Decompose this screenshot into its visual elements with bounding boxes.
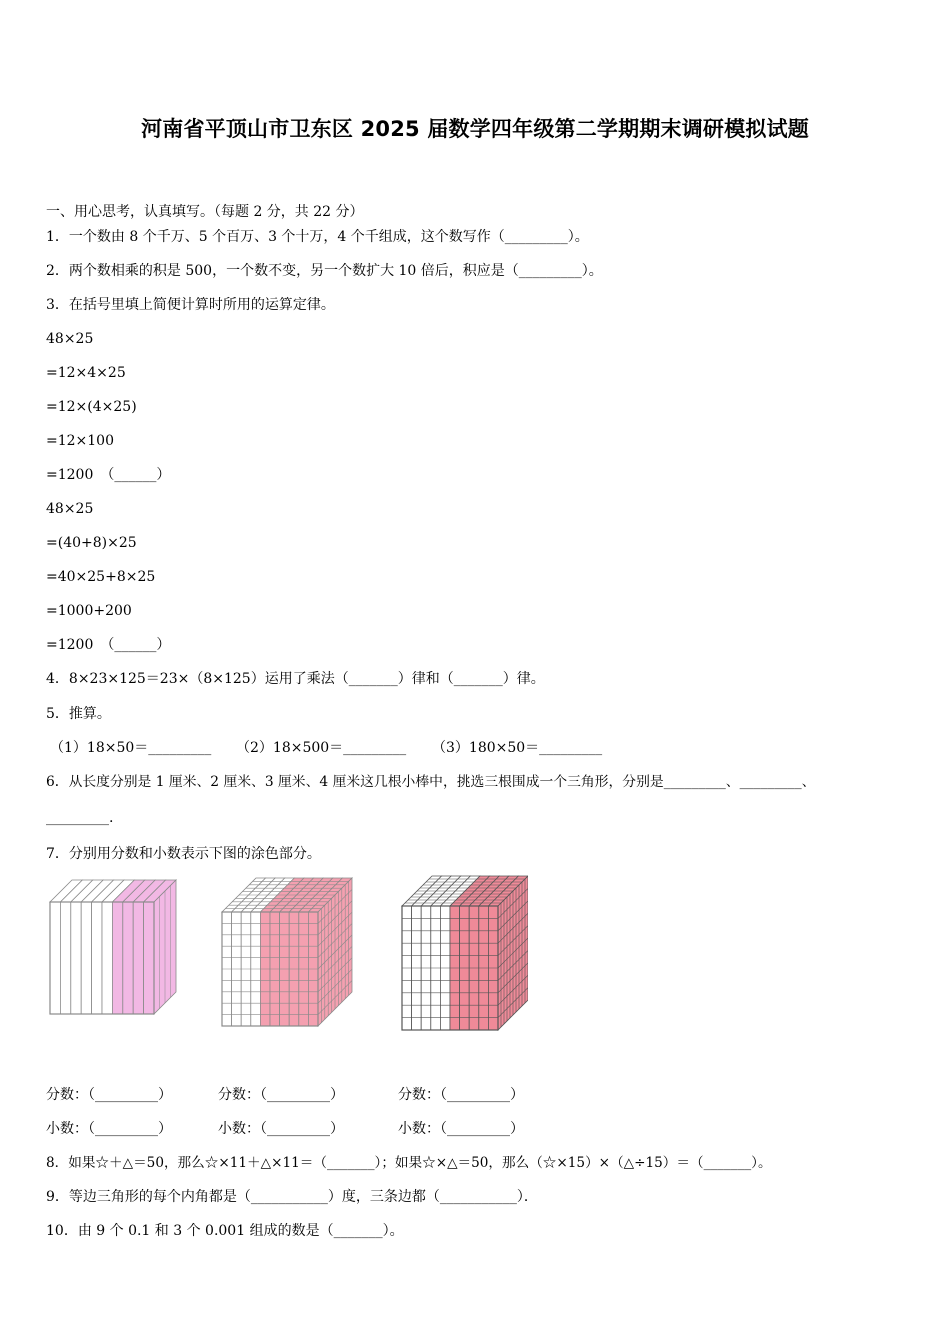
front-column	[102, 902, 112, 1014]
q7-decimal-3: 小数：（_________）	[398, 1121, 524, 1137]
q5-item: （3）180×50＝_________	[432, 740, 603, 756]
question-5: 5．推算。	[46, 706, 111, 722]
question-3: 3．在括号里填上简便计算时所用的运算定律。	[46, 297, 335, 313]
front-column	[112, 902, 122, 1014]
q3-step: =1200 （______）	[46, 467, 171, 483]
q3-step: =12×4×25	[46, 365, 126, 381]
q3-step: =(40+8)×25	[46, 535, 137, 551]
figure-cube-a	[218, 874, 358, 1036]
q3-step: =1000+200	[46, 603, 132, 619]
figure-cube-b	[398, 872, 528, 1036]
q7-fraction-1: 分数：（_________）	[46, 1087, 172, 1103]
q3-step: =12×100	[46, 433, 114, 449]
front-column	[144, 902, 154, 1014]
question-7: 7．分别用分数和小数表示下图的涂色部分。	[46, 846, 321, 862]
q5-item: （1）18×50＝_________	[50, 740, 212, 756]
q7-fraction-2: 分数：（_________）	[218, 1087, 344, 1103]
front-column	[81, 902, 91, 1014]
front-column	[123, 902, 133, 1014]
front-column	[71, 902, 81, 1014]
question-6: 6．从长度分别是 1 厘米、2 厘米、3 厘米、4 厘米这几根小棒中，挑选三根围成一个三角形，分别是_________、_________、	[46, 774, 816, 790]
front-column	[50, 902, 60, 1014]
figure-strips	[46, 876, 181, 1036]
q3-step: =12×(4×25)	[46, 399, 137, 415]
q7-decimal-2: 小数：（_________）	[218, 1121, 344, 1137]
q5-item: （2）18×500＝_________	[236, 740, 407, 756]
q3-step: 48×25	[46, 331, 94, 347]
question-8: 8．如果☆＋△＝50，那么☆×11＋△×11＝（_______）；如果☆×△＝50，那么（☆×15）×（△÷15）＝（_______）。	[46, 1155, 772, 1171]
question-1: 1．一个数由 8 个千万、5 个百万、3 个十万，4 个千组成，这个数写作（_________）。	[46, 229, 589, 245]
question-2: 2．两个数相乘的积是 500，一个数不变，另一个数扩大 10 倍后，积应是（_________）。	[46, 263, 603, 279]
section-heading: 一、用心思考，认真填写。（每题 2 分，共 22 分）	[46, 204, 364, 220]
q3-step: 48×25	[46, 501, 94, 517]
question-9: 9．等边三角形的每个内角都是（___________）度，三条边都（___________）．	[46, 1189, 538, 1205]
q3-step: =40×25+8×25	[46, 569, 156, 585]
q7-decimal-1: 小数：（_________）	[46, 1121, 172, 1137]
question-10: 10．由 9 个 0.1 和 3 个 0.001 组成的数是（_______）。	[46, 1223, 404, 1239]
front-column	[133, 902, 143, 1014]
q3-step: =1200 （______）	[46, 637, 171, 653]
front-column	[60, 902, 70, 1014]
page-title: 河南省平顶山市卫东区 2025 届数学四年级第二学期期末调研模拟试题	[141, 117, 809, 141]
question-4: 4．8×23×125＝23×（8×125）运用了乘法（_______）律和（_______）律。	[46, 671, 545, 687]
q7-fraction-3: 分数：（_________）	[398, 1087, 524, 1103]
front-column	[92, 902, 102, 1014]
question-6-continued: _________.	[46, 810, 114, 826]
